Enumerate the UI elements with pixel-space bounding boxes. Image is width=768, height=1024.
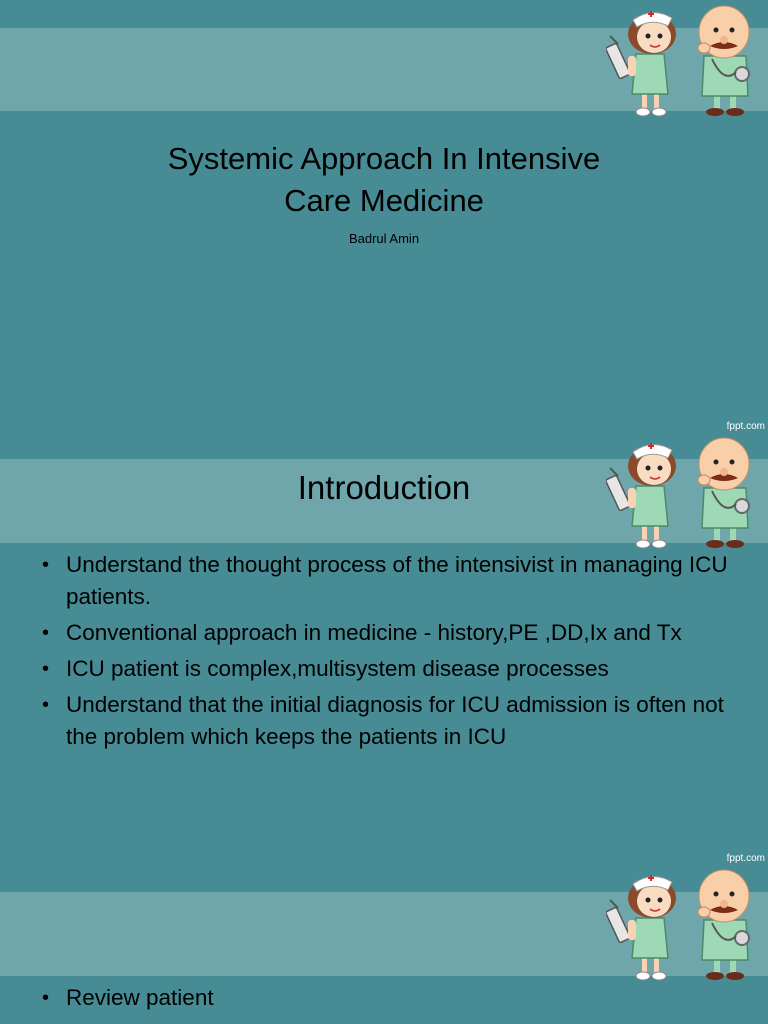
list-item [40,689,730,753]
bullet-icon: • [42,554,50,576]
list-item-text: ICU patient is complex,multisystem disease processes [66,656,609,681]
bullet-list [40,549,730,757]
list-item [40,982,730,1014]
bullet-icon: • [42,622,50,644]
list-item [40,653,730,685]
bullet-list [40,982,730,1018]
list-item-text: Understand the thought process of the intensivist in managing ICU patients. [66,552,728,609]
nurse-icon [606,875,676,980]
slide-title: Introduction [297,469,471,506]
credit-text: fppt.com [726,421,765,432]
slide-title [0,0,768,432]
medical-staff-illustration [606,868,764,984]
list-item-text: Understand that the initial diagnosis for ICU admission is often not the problem which keeps the patients in ICU [66,692,724,749]
list-item [40,617,730,649]
slide-title: Systemic Approach In Intensive Care Medicine [167,141,601,218]
slide-introduction [0,432,768,864]
nurse-icon [606,11,676,116]
slide-review [0,864,768,1024]
doctor-icon [698,870,749,980]
doctor-icon [698,6,749,116]
bullet-icon: • [42,658,50,680]
bullet-icon: • [42,694,50,716]
list-item-text: Review patient [66,985,214,1010]
bullet-icon: • [42,987,50,1009]
list-item [40,549,730,613]
medical-staff-illustration [606,4,764,120]
slide-subtitle: Badrul Amin [348,231,420,246]
credit-text: fppt.com [726,853,765,864]
list-item-text: Conventional approach in medicine - history,PE ,DD,Ix and Tx [66,620,682,645]
